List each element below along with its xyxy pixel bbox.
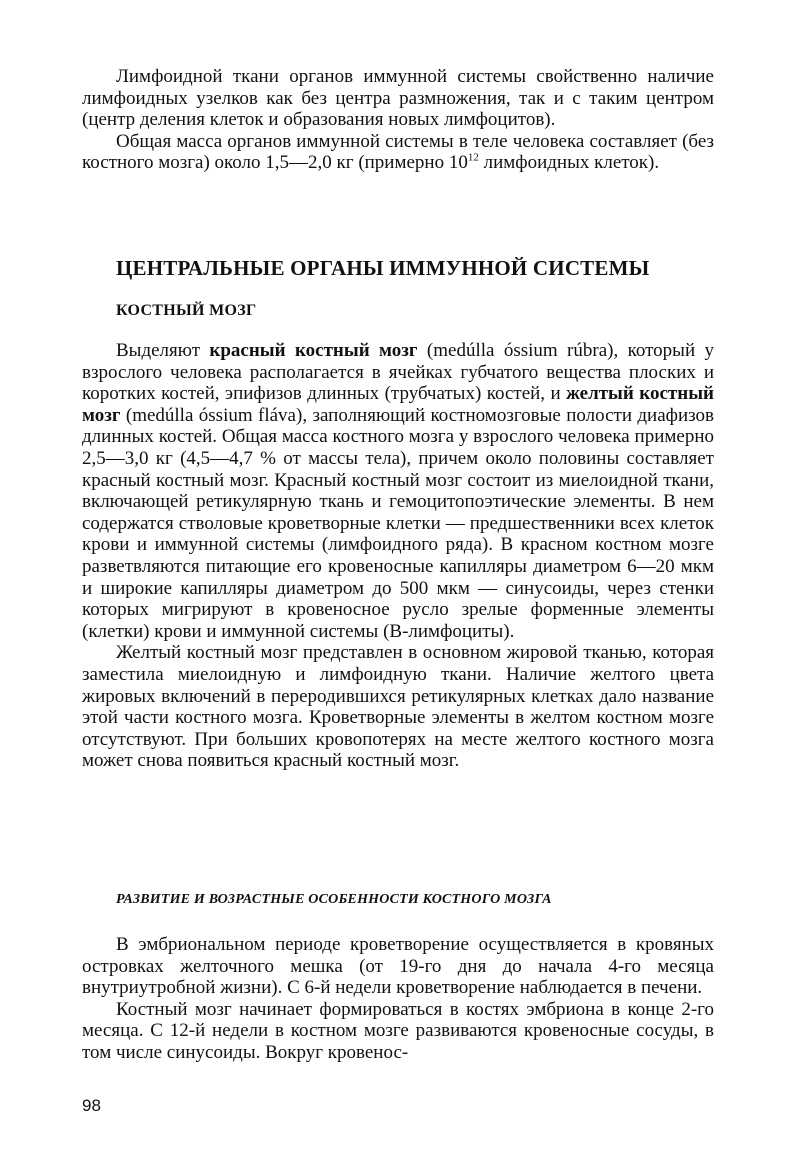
intro-paragraph-1: Лимфоидной ткани органов иммунной системы свойственно наличие лимфоидных узелков как без центра размножения, так и с таким центром (центр деления клеток и образования новых лимфоцитов). <box>82 66 714 131</box>
development-title: РАЗВИТИЕ И ВОЗРАСТНЫЕ ОСОБЕННОСТИ КОСТНОГО МОЗГА <box>116 892 552 907</box>
development-text <box>82 934 714 1064</box>
page-number: 98 <box>82 1096 101 1115</box>
section-title: ЦЕНТРАЛЬНЫЕ ОРГАНЫ ИММУННОЙ СИСТЕМЫ <box>116 256 650 280</box>
intro-paragraph-2-text: Общая масса органов иммунной системы в теле человека составляет (без костного мозга) около 1,5—2,0 кг (примерно 10 <box>82 130 714 174</box>
subsection-title: КОСТНЫЙ МОЗГ <box>116 302 257 319</box>
development-paragraph-2: Костный мозг начинает формироваться в костях эмбриона в конце 2-го месяца. С 12-й недели в костном мозге развиваются кровеносные сосуды, в том числе синусоиды. Вокруг кровенос- <box>82 998 714 1063</box>
marrow-p1-e: (medúlla óssium fláva), заполняющий костномозговые полости диафизов длинных костей. Общая масса костного мозга у взрослого человека примерно 2,5—3,0 кг (4,5—4,7 % от массы тела), причем около половины составляет красный костный мозг. Красный костный мозг состоит из миелоидной ткани, включающей ретикулярную ткань и гемоцитопоэтические элементы. В нем содержатся стволовые кроветворные клетки — предшественники всех клеток крови и иммунной системы (лимфоидного ряда). В красном костном мозге разветвляются питающие его кровеносные капилляры диаметром 6—20 мкм и широкие капилляры диаметром до 500 мкм — синусоиды, через стенки которых мигрируют в кровеносное русло зрелые форменные элементы (клетки) крови и иммунной системы (В-лимфоциты). <box>82 404 714 642</box>
marrow-paragraph-1 <box>82 340 714 642</box>
exponent: 12 <box>467 152 479 165</box>
intro-paragraph-2 <box>82 131 714 174</box>
intro-paragraph-2-tail: лимфоидных клеток). <box>478 152 660 174</box>
marrow-text <box>82 340 714 772</box>
term-yellow-marrow: желтый костный мозг <box>82 383 714 426</box>
marrow-p1-a: Выделяют <box>116 340 210 361</box>
development-paragraph-1: В эмбриональном периоде кроветворение осуществляется в кровяных островках желточного мешка (от 19-го дня до начала 4-го месяца внутриутробной жизни). С 6-й недели кроветворение наблюдается в печени. <box>82 934 714 999</box>
term-red-marrow: красный костный мозг <box>209 340 418 361</box>
marrow-p1-c: (medúlla óssium rúbra), который у взрослого человека располагается в ячейках губчатого вещества плоских и коротких костей, эпифизов длинных (трубчатых) костей, и <box>82 340 715 405</box>
intro-text <box>82 66 714 174</box>
marrow-paragraph-2: Желтый костный мозг представлен в основном жировой тканью, которая заместила миелоидную и лимфоидную ткани. Наличие желтого цвета жировых включений в переродившихся ретикулярных клетках дало название этой части костного мозга. Кроветворные элементы в желтом костном мозге отсутствуют. При больших кровопотерях на месте желтого костного мозга может снова появиться красный костный мозг. <box>82 642 714 772</box>
